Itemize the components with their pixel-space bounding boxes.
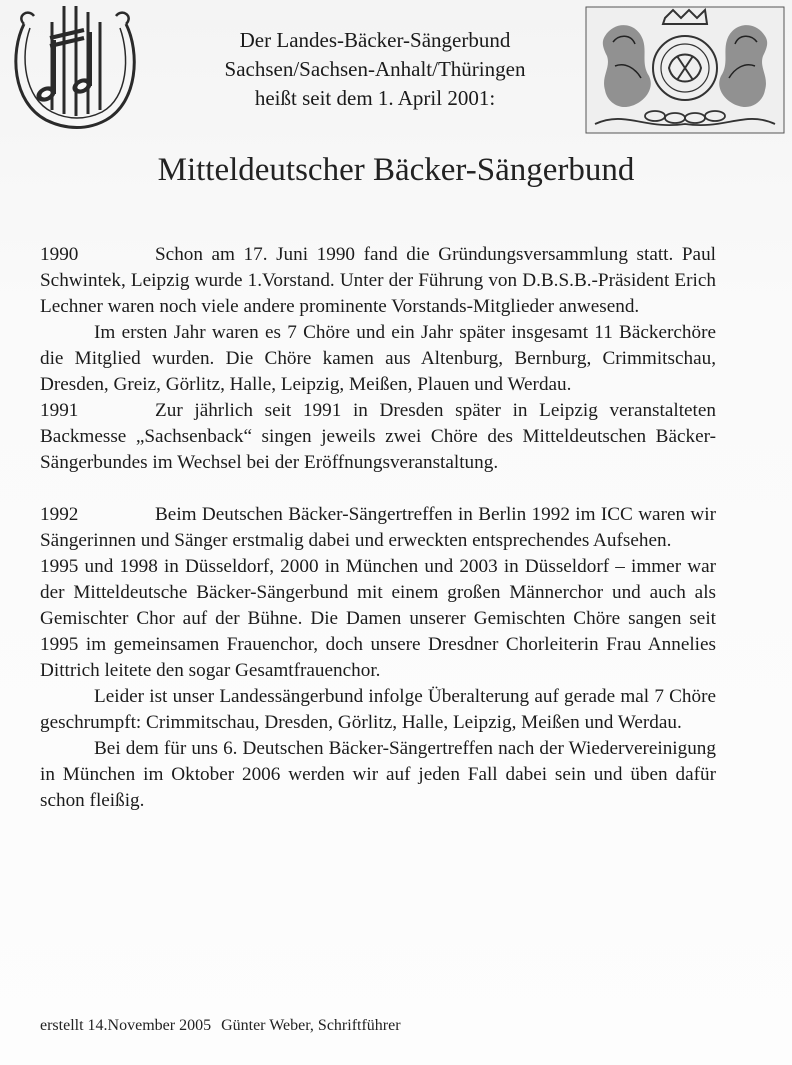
- paragraph-text: Beim Deutschen Bäcker-Sängertreffen in Berlin 1992 im ICC waren wir Sängerinnen und Sänger erstmalig dabei und erweckten entsprechendes Aufsehen.: [40, 504, 716, 551]
- paragraph-choirs: Im ersten Jahr waren es 7 Chöre und ein Jahr später insgesamt 11 Bäckerchöre die Mitglied wurden. Die Chöre kamen aus Altenburg, Bernburg, Crimmitschau, Dresden, Greiz, Görlitz, Halle, Leipzig, Meißen, Plauen und Werdau.: [40, 322, 716, 395]
- paragraph-outlook: Bei dem für uns 6. Deutschen Bäcker-Sängertreffen nach der Wiedervereinigung in München im Oktober 2006 werden wir auf jeden Fall dabei sein und üben dafür schon fleißig.: [40, 738, 716, 811]
- header-line-2: Sachsen/Sachsen-Anhalt/Thüringen: [224, 57, 526, 81]
- paragraph-text: Schon am 17. Juni 1990 fand die Gründungsversammlung statt. Paul Schwintek, Leipzig wurde 1.Vorstand. Unter der Führung von D.B.S.B.-Präsident Erich Lechner waren noch viele andere prominente Vorstands-Mitglieder anwesend.: [40, 244, 716, 317]
- paragraph-meetings: 1995 und 1998 in Düsseldorf, 2000 in München und 2003 in Düsseldorf – immer war der Mitteldeutsche Bäcker-Sängerbund mit einem großen Männerchor und auch als Gemischter Chor auf der Bühne. Die Damen unserer Gemischten Chöre sangen seit 1995 im gemeinsamen Frauenchor, doch unsere Dresdner Chorleiterin Frau Annelies Dittrich leitete den sogar Gesamtfrauenchor.: [40, 556, 716, 681]
- paragraph-spacer: [40, 476, 716, 502]
- year-label: 1991: [40, 400, 79, 421]
- footer-created: erstellt 14.November 2005: [40, 1017, 212, 1034]
- paragraph-1991: [40, 398, 716, 476]
- header-line-3: heißt seit dem 1. April 2001:: [254, 86, 496, 110]
- footer: [40, 1015, 401, 1037]
- year-label: 1992: [40, 504, 79, 525]
- year-label: 1990: [40, 244, 79, 265]
- lyre-with-music-notes-icon: [6, 2, 142, 132]
- paragraph-shrinkage: Leider ist unser Landessängerbund infolge Überalterung auf gerade mal 7 Chöre geschrumpft: Crimmitschau, Dresden, Görlitz, Halle, Leipzig, Meißen und Werdau.: [40, 686, 716, 733]
- paragraph-1992: [40, 502, 716, 554]
- paragraph-1990: [40, 242, 716, 320]
- header-line-1: Der Landes-Bäcker-Sängerbund: [239, 28, 511, 52]
- footer-author: Günter Weber, Schriftführer: [221, 1017, 401, 1034]
- page-title: Mitteldeutscher Bäcker-Sängerbund: [157, 152, 635, 188]
- header-text: [160, 26, 590, 113]
- bakers-guild-crest-with-lions-icon: [585, 6, 785, 134]
- paragraph-text: Zur jährlich seit 1991 in Dresden später in Leipzig veranstalteten Backmesse „Sachsenback“ singen jeweils zwei Chöre des Mitteldeutschen Bäcker-Sängerbundes im Wechsel bei der Eröffnungsveranstaltung.: [40, 400, 716, 473]
- body-text: [40, 242, 716, 814]
